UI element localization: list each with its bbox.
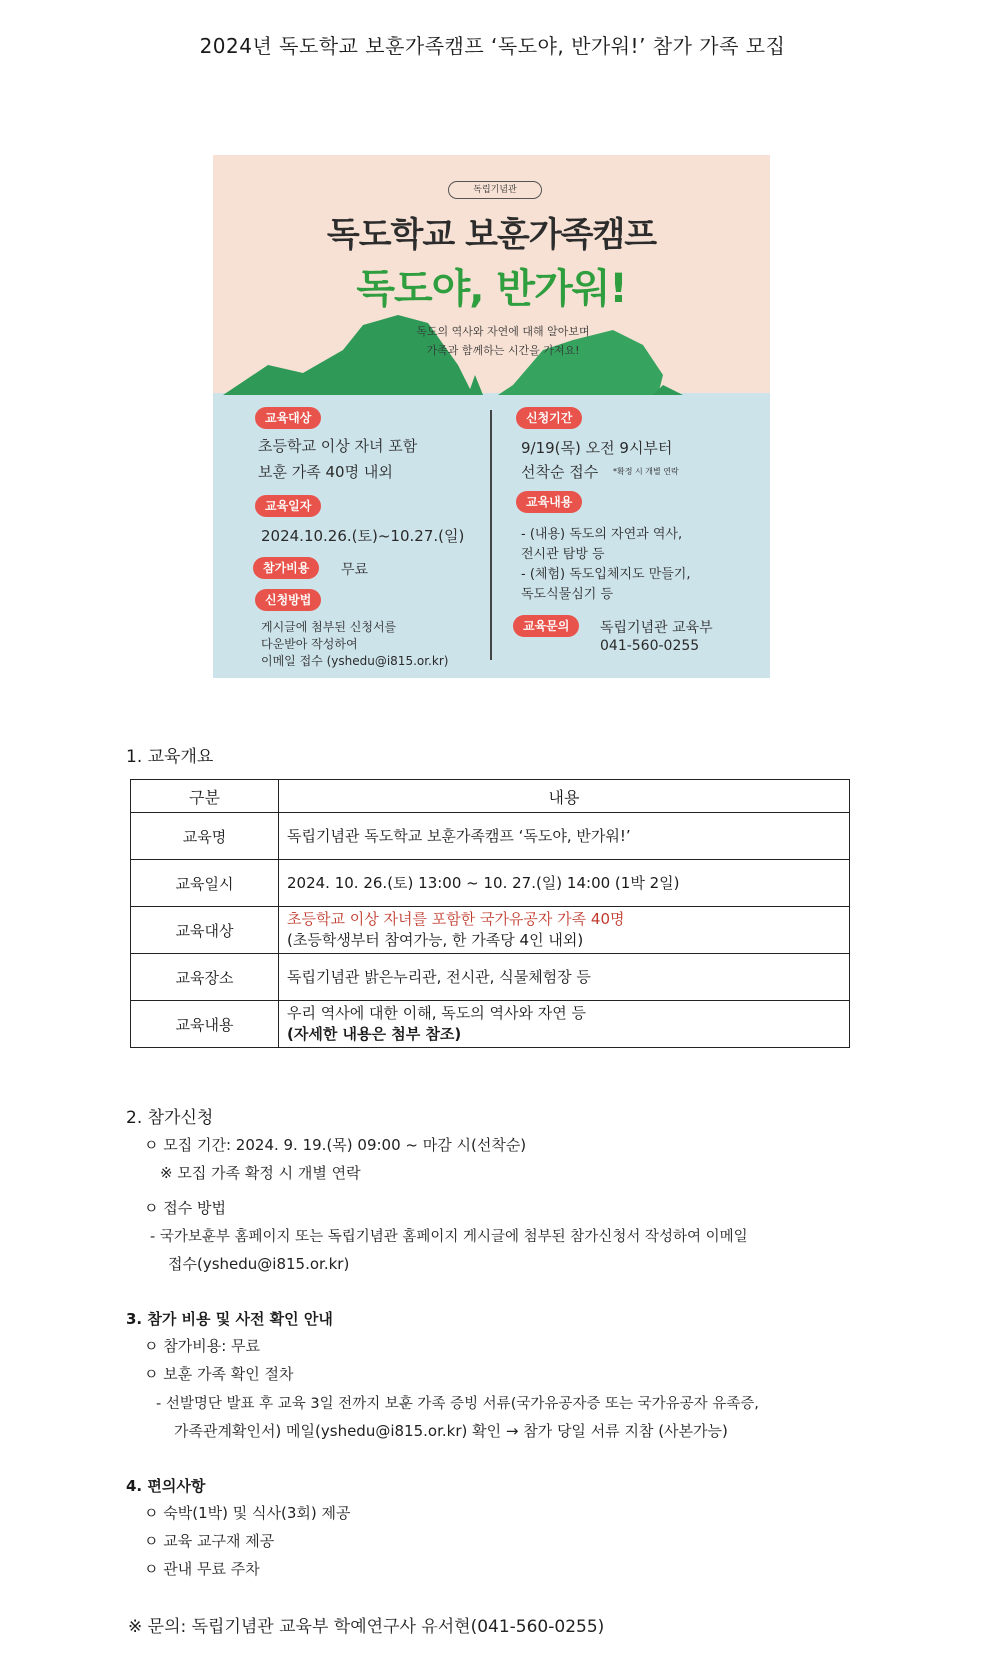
poster-divider [490, 410, 492, 660]
table-row [131, 813, 850, 860]
s4-line: ㅇ 숙박(1박) 및 식사(3회) 제공 [144, 1504, 351, 1522]
row-value: 우리 역사에 대한 이해, 독도의 역사와 자연 등 [287, 1004, 586, 1022]
table-row [131, 860, 850, 907]
row-value-cell [279, 1001, 850, 1048]
section-2-heading: 2. 참가신청 [126, 1108, 214, 1128]
poster-content-line: - (내용) 독도의 자연과 역사, [521, 527, 683, 542]
tag-target: 교육대상 [255, 407, 321, 429]
row-value: 2024. 10. 26.(토) 13:00 ~ 10. 27.(일) 14:00 (1박 2일) [279, 860, 850, 907]
table-header-key: 구분 [131, 780, 279, 813]
poster-content-line: 전시관 탐방 등 [521, 547, 605, 562]
poster-org-label: 독립기념관 [448, 181, 542, 199]
s2-line: ㅇ 모집 기간: 2024. 9. 19.(목) 09:00 ~ 마감 시(선착순) [144, 1136, 527, 1154]
poster-period-line: 9/19(목) 오전 9시부터 [521, 439, 673, 457]
row-value: 초등학교 이상 자녀를 포함한 국가유공자 가족 40명 [287, 910, 625, 928]
row-value: 독립기념관 밝은누리관, 전시관, 식물체험장 등 [279, 954, 850, 1001]
tag-date: 교육일자 [255, 495, 321, 517]
tag-cost: 참가비용 [253, 557, 319, 579]
row-key: 교육명 [131, 813, 279, 860]
s2-line: - 국가보훈부 홈페이지 또는 독립기념관 홈페이지 게시글에 첨부된 참가신청서 작성하여 이메일 [150, 1229, 748, 1245]
poster-description [393, 322, 613, 360]
poster-title: 독도학교 보훈가족캠프 [326, 215, 657, 255]
row-value-cell [279, 907, 850, 954]
s3-line: 가족관계확인서) 메일(yshedu@i815.or.kr) 확인 → 참가 당일 서류 지참 (사본가능) [174, 1422, 728, 1440]
poster-method-line: 게시글에 첨부된 신청서를 [261, 620, 397, 634]
poster-subtitle: 독도야, 반가워! [356, 266, 627, 312]
table-row [131, 907, 850, 954]
row-key: 교육내용 [131, 1001, 279, 1048]
table-header-row [131, 780, 850, 813]
contact-line: ※ 문의: 독립기념관 교육부 학예연구사 유서현(041-560-0255) [128, 1617, 605, 1637]
poster-content-line: - (체험) 독도입체지도 만들기, [521, 567, 691, 582]
poster-target-line: 보훈 가족 40명 내외 [258, 463, 393, 481]
row-key: 교육일시 [131, 860, 279, 907]
poster-method-line: 다운받아 작성하여 [261, 637, 358, 651]
row-value-note: (자세한 내용은 첨부 참조) [287, 1025, 462, 1043]
tag-inquiry: 교육문의 [513, 615, 579, 637]
poster-inquiry-line: 독립기념관 교육부 [600, 620, 713, 636]
poster-date: 2024.10.26.(토)~10.27.(일) [261, 527, 465, 545]
s3-line: - 선발명단 발표 후 교육 3일 전까지 보훈 가족 증빙 서류(국가유공자증 또는 국가유공자 유족증, [156, 1396, 759, 1412]
section-3-heading: 3. 참가 비용 및 사전 확인 안내 [126, 1310, 333, 1328]
s4-line: ㅇ 관내 무료 주차 [144, 1560, 260, 1578]
tag-period: 신청기간 [516, 407, 582, 429]
row-key: 교육장소 [131, 954, 279, 1001]
tag-content: 교육내용 [516, 491, 582, 513]
tag-method: 신청방법 [255, 589, 321, 611]
camp-poster [213, 155, 770, 678]
poster-inquiry-line: 041-560-0255 [600, 638, 700, 654]
poster-target-line: 초등학교 이상 자녀 포함 [258, 437, 418, 455]
table-row [131, 954, 850, 1001]
document-title: 2024년 독도학교 보훈가족캠프 ‘독도야, 반가워!’ 참가 가족 모집 [199, 34, 786, 58]
section-1-heading: 1. 교육개요 [126, 747, 214, 767]
poster-period-note: *확정 시 개별 연락 [613, 467, 679, 476]
s2-line: ※ 모집 가족 확정 시 개별 연락 [160, 1164, 361, 1182]
s2-line: 접수(yshedu@i815.or.kr) [168, 1255, 350, 1273]
s2-line: ㅇ 접수 방법 [144, 1199, 226, 1217]
poster-desc-line: 가족과 함께하는 시간을 가져요! [426, 344, 580, 357]
s4-line: ㅇ 교육 교구재 제공 [144, 1532, 275, 1550]
table-header-value: 내용 [279, 780, 850, 813]
s3-line: ㅇ 참가비용: 무료 [144, 1337, 261, 1355]
poster-period-line: 선착순 접수 [521, 463, 599, 481]
section-4-heading: 4. 편의사항 [126, 1477, 206, 1495]
poster-desc-line: 독도의 역사와 자연에 대해 알아보며 [416, 325, 590, 338]
poster-cost: 무료 [341, 562, 369, 578]
row-value: 독립기념관 독도학교 보훈가족캠프 ‘독도야, 반가워!’ [279, 813, 850, 860]
poster-method-line: 이메일 접수 (yshedu@i815.or.kr) [261, 654, 449, 668]
row-value-note: (초등학생부터 참여가능, 한 가족당 4인 내외) [287, 931, 584, 949]
table-row [131, 1001, 850, 1048]
row-key: 교육대상 [131, 907, 279, 954]
poster-content-line: 독도식물심기 등 [521, 587, 614, 602]
overview-table [130, 779, 850, 1048]
s3-line: ㅇ 보훈 가족 확인 절차 [144, 1365, 294, 1383]
